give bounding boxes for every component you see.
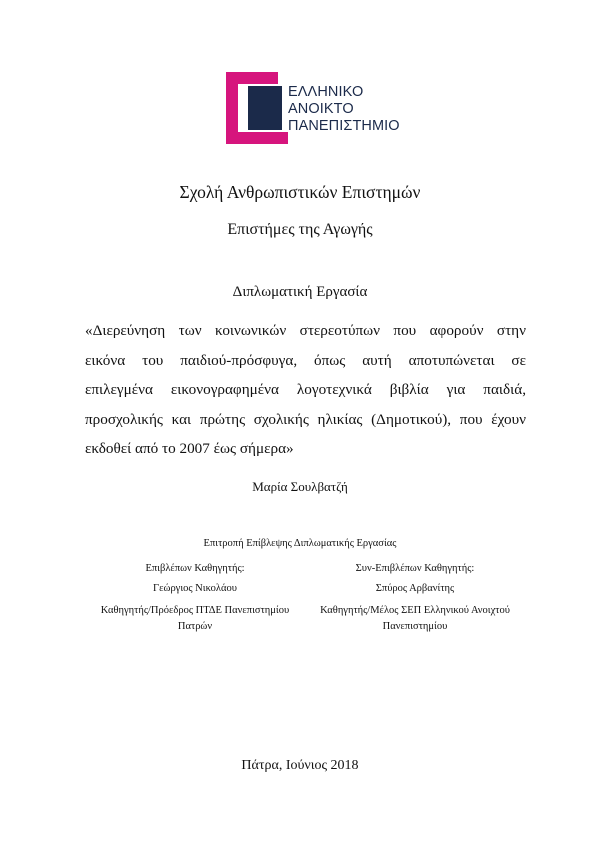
supervisor-name: Γεώργιος Νικολάου (153, 583, 237, 594)
title-line: «Διερεύνηση των κοινωνικών στερεοτύπων που αφορούν στην (85, 322, 526, 339)
logo-line-1: ΕΛΛΗΝΙΚΟ (288, 84, 364, 100)
school-name: Σχολή Ανθρωπιστικών Επιστημών (179, 182, 421, 202)
supervisor-role: Επιβλέπων Καθηγητής: (145, 563, 245, 574)
university-logo (226, 72, 416, 144)
department-name: Επιστήμες της Αγωγής (227, 221, 373, 238)
title-line: εικόνα του παιδιού-πρόσφυγα, όπως αυτή αποτυπώνεται σε (85, 351, 526, 369)
author-name: Μαρία Σουλβατζή (252, 479, 348, 494)
logo-line-2: ΑΝΟΙΚΤΟ (288, 101, 354, 117)
co-supervisor-affiliation-cont: Πανεπιστημίου (382, 621, 448, 632)
title-line: προσχολικής και πρώτης σχολικής ηλικίας (Δημοτικού), που έχουν (85, 410, 526, 428)
supervisor-affiliation-cont: Πατρών (177, 621, 213, 632)
co-supervisor-name: Σπύρος Αρβανίτης (375, 583, 455, 594)
title-line: επιλεγμένα εικονογραφημένα λογοτεχνικά βιβλία για παιδιά, (85, 381, 526, 398)
supervisor-affiliation: Καθηγητής/Πρόεδρος ΠΤΔΕ Πανεπιστημίου (100, 605, 290, 616)
co-supervisor-affiliation: Καθηγητής/Μέλος ΣΕΠ Ελληνικού Ανοιχτού (320, 605, 510, 616)
supervisor-block (65, 561, 325, 635)
committee-label: Επιτροπή Επίβλεψης Διπλωματικής Εργασίας (203, 538, 397, 549)
thesis-title (85, 316, 526, 464)
place-date: Πάτρα, Ιούνιος 2018 (241, 758, 359, 773)
title-line: εκδοθεί από το 2007 έως σήμερα» (85, 440, 294, 457)
thesis-label: Διπλωματική Εργασία (232, 284, 368, 300)
logo-line-3: ΠΑΝΕΠΙΣΤΗΜΙΟ (288, 118, 400, 134)
logo-mark-icon (226, 72, 288, 144)
co-supervisor-role: Συν-Επιβλέπων Καθηγητής: (355, 563, 475, 574)
logo-wordmark (288, 84, 400, 135)
co-supervisor-block (290, 561, 540, 635)
